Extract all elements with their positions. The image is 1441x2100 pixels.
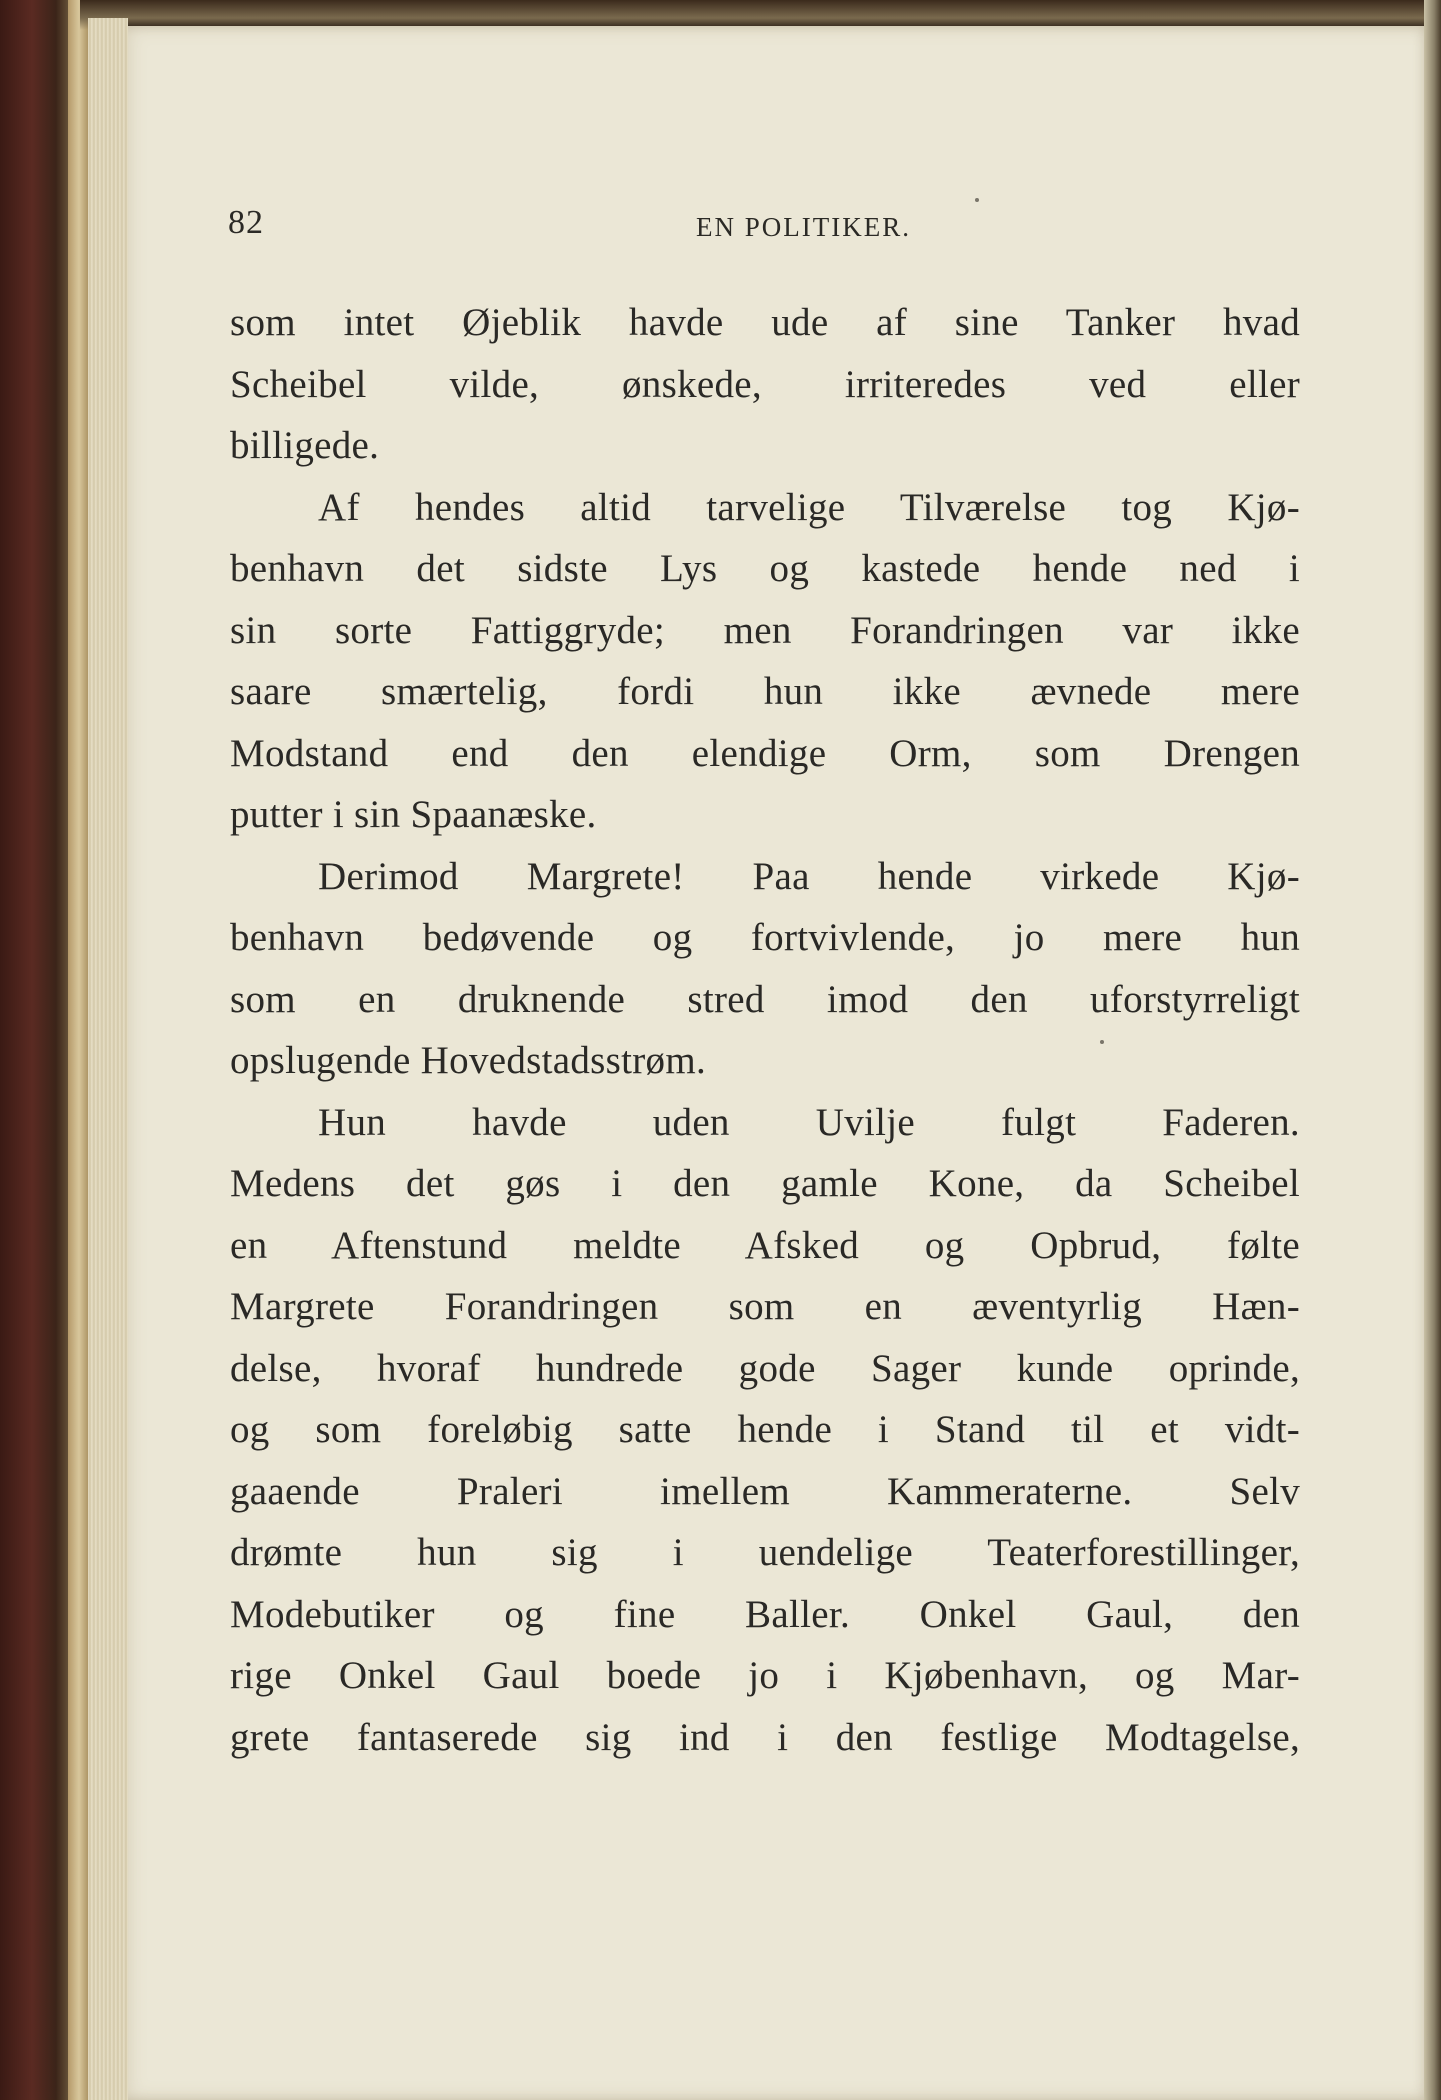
text-line: Modebutiker og fine Baller. Onkel Gaul, den <box>230 1592 1300 1636</box>
text-line: putter i sin Spaanæske. <box>230 793 597 836</box>
text-line: opslugende Hovedstadsstrøm. <box>230 1039 707 1082</box>
text-line: sin sorte Fattiggryde; men Forandringen var ikke <box>230 608 1300 652</box>
running-head <box>228 204 1278 264</box>
paper-speck <box>975 198 979 202</box>
text-line: som en druknende stred imod den uforstyrreligt <box>230 977 1300 1021</box>
text-line: som intet Øjeblik havde ude af sine Tanker hvad <box>230 301 1300 344</box>
text-line: Scheibel vilde, ønskede, irriteredes ved eller <box>230 362 1300 406</box>
text-line: Af hendes altid tarvelige Tilværelse tog Kjø- <box>318 485 1300 529</box>
text-line: Modstand end den elendige Orm, som Drengen <box>230 731 1300 775</box>
body-text <box>230 292 1300 1768</box>
text-line: Margrete Forandringen som en æventyrlig Hæn- <box>230 1285 1300 1328</box>
text-line: Hun havde uden Uvilje fulgt Faderen. <box>318 1100 1300 1144</box>
text-line: grete fantaserede sig ind i den festlige Modtagelse, <box>230 1715 1300 1759</box>
paper-speck <box>1100 1040 1104 1044</box>
text-line: rige Onkel Gaul boede jo i Kjøbenhavn, og Mar- <box>230 1654 1300 1697</box>
text-line: og som foreløbig satte hende i Stand til et vidt- <box>230 1408 1300 1451</box>
text-line: billigede. <box>230 424 380 467</box>
cover-edge <box>68 0 90 2100</box>
text-line: gaaende Praleri imellem Kammeraterne. Selv <box>230 1469 1300 1513</box>
text-line: benhavn det sidste Lys og kastede hende ned i <box>230 547 1300 590</box>
running-title: EN POLITIKER. <box>696 212 911 242</box>
text-line: en Aftenstund meldte Afsked og Opbrud, følte <box>230 1223 1300 1267</box>
page-number: 82 <box>228 204 264 241</box>
right-page-edge <box>1424 0 1441 2100</box>
text-line: Medens det gøs i den gamle Kone, da Scheibel <box>230 1162 1300 1205</box>
text-line: Derimod Margrete! Paa hende virkede Kjø- <box>318 854 1300 898</box>
text-line: saare smærtelig, fordi hun ikke ævnede mere <box>230 670 1300 713</box>
text-line: benhavn bedøvende og fortvivlende, jo mere hun <box>230 916 1300 959</box>
text-line: delse, hvoraf hundrede gode Sager kunde oprinde, <box>230 1346 1300 1390</box>
page-edges <box>88 18 128 2100</box>
text-line: drømte hun sig i uendelige Teaterforestillinger, <box>230 1531 1300 1574</box>
